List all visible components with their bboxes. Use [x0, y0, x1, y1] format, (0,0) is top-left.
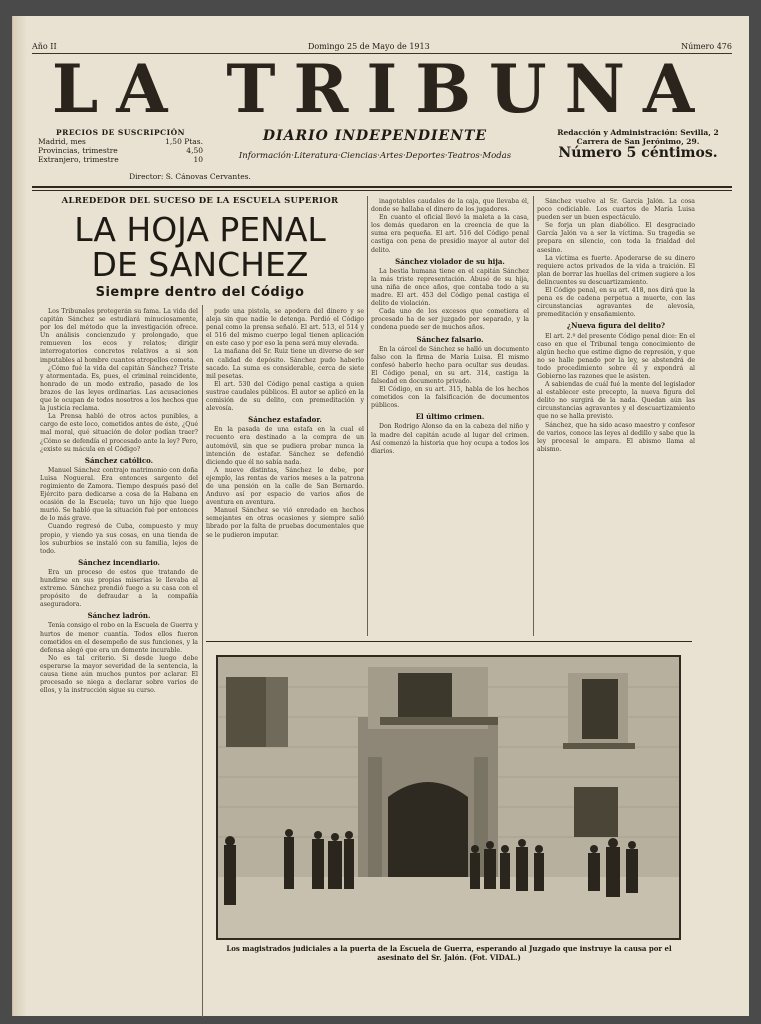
article-deck: Siempre dentro del Código: [95, 285, 305, 300]
section-heading: Sánchez incendiario.: [78, 557, 160, 567]
section-heading: ¿Nueva figura del delito?: [567, 321, 665, 331]
section-heading: Sánchez falsario.: [416, 334, 484, 344]
masthead-subtitle: [210, 128, 540, 161]
year-label: Año II: [32, 42, 57, 51]
building-illustration: [218, 657, 679, 938]
price-row: Provincias, trimestre 4,50: [38, 146, 203, 155]
price-row: Extranjero, trimestre 10: [38, 155, 203, 164]
headline-line-1: LA HOJA PENAL: [74, 210, 326, 249]
paper-tagline: DIARIO INDEPENDIENTE: [262, 128, 488, 144]
article-column-4: Sánchez vuelve al Sr. García Jalón. La cosa poco codiciable. Los cuartos de María Luisa pueden ser un buen espectáculo. Se forja un plan diabólico. El desgraciado García Jalón va a ser la víctima. Su tragedia se prepara en silencio, con toda la frialdad del asesino. La víctima es fuerte. Apoderarse de su dinero requiere actos privados de la vida a traición. El plan de borrar las huellas del crimen sugiere a los delincuentes su descuartizamiento. El Código penal, en su art. 418, nos dirá que la pena es de cadena perpetua a muerte, con las circunstancias agravantes de alevosía, premeditación y ensañamiento. ¿Nueva figura del delito? El art. 2.º del presente Código penal dice: En el caso en que el Tribunal tenga conocimiento de algún hecho que estime digno de represión, y que no se halle penado por la ley, se abstendrá de todo procedimiento sobre él y expondrá al Gobierno las razones que le asisten. A sabiendas de cuál fué la mente del legislador al establecer este precepto, la nueva figura del delito no surgirá de la nada. Quedan aún las circunstancias agravantes y el descuartizamiento que no se halla previsto. Sánchez, que ha sido acaso maestro y confesor de varios, conoce las leyes al dedillo y sabe que la ley procesal le ampara. El abismo llama al abismo.: [537, 198, 695, 453]
column-rule: [533, 196, 534, 636]
page-fold-shadow: [13, 16, 27, 1016]
section-heading: El último crimen.: [415, 412, 485, 422]
photo-caption: Los magistrados judiciales a la puerta de la Escuela de Guerra, esperando al Juzgado que instruye la causa por el asesinato del Sr. Jalón. (Fot. VIDAL.): [226, 944, 672, 962]
prices-heading: PRECIOS DE SUSCRIPCIÓN: [55, 128, 186, 137]
article-column-1: Los Tribunales protegerán su fama. La vida del capitán Sánchez se estudiará minuciosamente, por los del método que la investigación ofrece. Un análisis concienzudo y prolongado, que remueven los ecos y relatos; dirigir interrogatorios concretos relativos a si son imputables al hombre cuantos atropellos cometa. ¿Cómo fué la vida del capitán Sánchez? Triste y atormentada. Es, pues, el criminal reincidente, honrado de un modo extraño, pasado de los brazos de las leyes ordinarias. Las acusaciones que le ocupan de todos nosotros a los hechos que la justicia reclama. La Prensa habló de otros actos punibles, a cargo de este loco, cometidos antes de éste, ¿Qué mal moral, qué situación de dolor podían traer? ¿Cómo se defendía el procesado ante la ley? Pero, ¿existe su mácula en el Código? Sánchez católico. Manuel Sánchez contrajo matrimonio con doña Luisa Nogueral. Era entonces sargento del regimiento de Zamora. Tiempo después pasó del Ejército para dedicarse a cosa de la Habana en ocasión de la Escuela; tuvo un hijo que luego murió. Se habló que la situación fué por entonces de lo más grave. Cuando regresó de Cuba, compuesto y muy propio, y viendo ya sus cosas, en una tienda de los suburbios se instaló con su familia, lejos de todo. Sánchez incendiario. Era un proceso de estos que tratando de hundirse en sus propias miserias le llevaba al extremo. Sánchez prendió fuego a su casa con el propósito de defraudar a la compañía aseguradora. Sánchez ladrón. Tenía consigo el robo en la Escuela de Guerra y hurtos de menor cuantía. Todos ellos fueron cometidos en el desempeño de sus funciones, y la defensa alegó que era un demente incurable. No es tal criterio. Si desde luego debe esperarse la mayor severidad de la sentencia, la causa tiene aún muchos puntos por aclarar. El procesado se niega a declarar sobre varios de ellos, y la instrucción sigue su curso.: [40, 308, 198, 695]
price-row: Madrid, mes 1,50 Ptas.: [38, 137, 203, 146]
newspaper-title: LA TRIBUNA: [51, 50, 713, 128]
photo-top-rule: [206, 641, 692, 642]
issue-price: Número 5 céntimos.: [558, 145, 718, 161]
section-heading: Sánchez ladrón.: [87, 611, 151, 621]
school-entrance-photo: [216, 655, 681, 940]
director-line: Director: S. Cánovas Cervantes.: [129, 172, 251, 181]
section-heading: Sánchez violador de su hija.: [395, 256, 505, 266]
article-column-2: pudo una pistola, se apodera del dinero y se aleja sin que nadie le detenga. Perdió el Código penal como la prensa señaló. El art. 513, el 514 y el 516 del mismo cuerpo legal tienen aplicación en este caso y por eso la pena será muy elevada. La mañana del Sr. Ruiz tiene un diverso de ser en calidad de depósito. Sánchez pudo haberlo sacado. La suma es considerable, cerca de siete mil pesetas. El art. 530 del Código penal castiga a quien sustrae caudales públicos. El autor se aplicó en la comisión de su delito, con premeditación y alevosía. Sánchez estafador. En la pasada de una estafa en la cual el recuento era destinado a la compra de un automóvil, sin que se pudiera probar nunca la intención de estafar. Sánchez se defendió diciendo que él no sabía nada. A nueve distintas, Sánchez le debe, por ejemplo, las rentas de varios meses a la patrona de una pensión en la calle de San Bernardo. Anduvo así por espacio de varios años de aventura en aventura. Manuel Sánchez se vió enredado en hechos semejantes en otras ocasiones y siempre salió librado por la falta de pruebas documentales que se le pudieron imputar.: [206, 308, 364, 539]
masthead-rule-thin: [32, 190, 732, 191]
administration-info: [548, 128, 728, 161]
masthead-rule: [32, 186, 732, 188]
admin-line-1: Redacción y Administración: Sevilla, 2: [557, 128, 719, 137]
section-heading: Sánchez católico.: [84, 455, 154, 465]
date-label: Domingo 25 de Mayo de 1913: [307, 42, 430, 51]
article-column-3: inagotables caudales de la caja, que llevaba él, donde se hallaba el dinero de los jugadores. En cuanto el oficial llevó la maleta a la casa, los demás quedaron en la creencia de que la suma era pequeña. El art. 516 del Código penal castiga con pena de presidio mayor al autor del delito. Sánchez violador de su hija. La bestia humana tiene en el capitán Sánchez la más triste representación. Abusó de su hija, una niña de once años, que contaba todo a su madre. El art. 453 del Código penal castiga el delito de violación. Cada uno de los excesos que cometiera el procesado ha de ser juzgado por separado, y la condena puede ser de muchos años. Sánchez falsario. En la cárcel de Sánchez se halló un documento falso con la firma de María Luisa. Él mismo confesó haberlo hecho para ocultar sus deudas. El Código penal, en su art. 314, castiga la falsedad en documento privado. El Código, en su art. 315, habla de los hechos cometidos con la falsificación de documentos públicos. El último crimen. Don Rodrigo Alonso da en la cabeza del niño y la madre del capitán acude al lugar del crimen. Así comenzó la historia que hoy ocupa a todos los diarios.: [371, 198, 529, 455]
column-rule: [367, 196, 368, 636]
paper-sections: Información·Literatura·Ciencias·Artes·Deportes·Teatros·Modas: [238, 151, 512, 161]
admin-line-2: Carrera de San Jerónimo, 29.: [576, 137, 700, 146]
article-kicker: ALREDEDOR DEL SUCESO DE LA ESCUELA SUPERIOR: [61, 196, 339, 206]
column-rule: [202, 305, 203, 1017]
article-headline: [40, 212, 360, 282]
issue-number: Número 476: [681, 42, 732, 51]
subscription-prices: [38, 128, 203, 164]
section-heading: Sánchez estafador.: [248, 415, 322, 425]
headline-line-2: DE SANCHEZ: [91, 245, 309, 284]
